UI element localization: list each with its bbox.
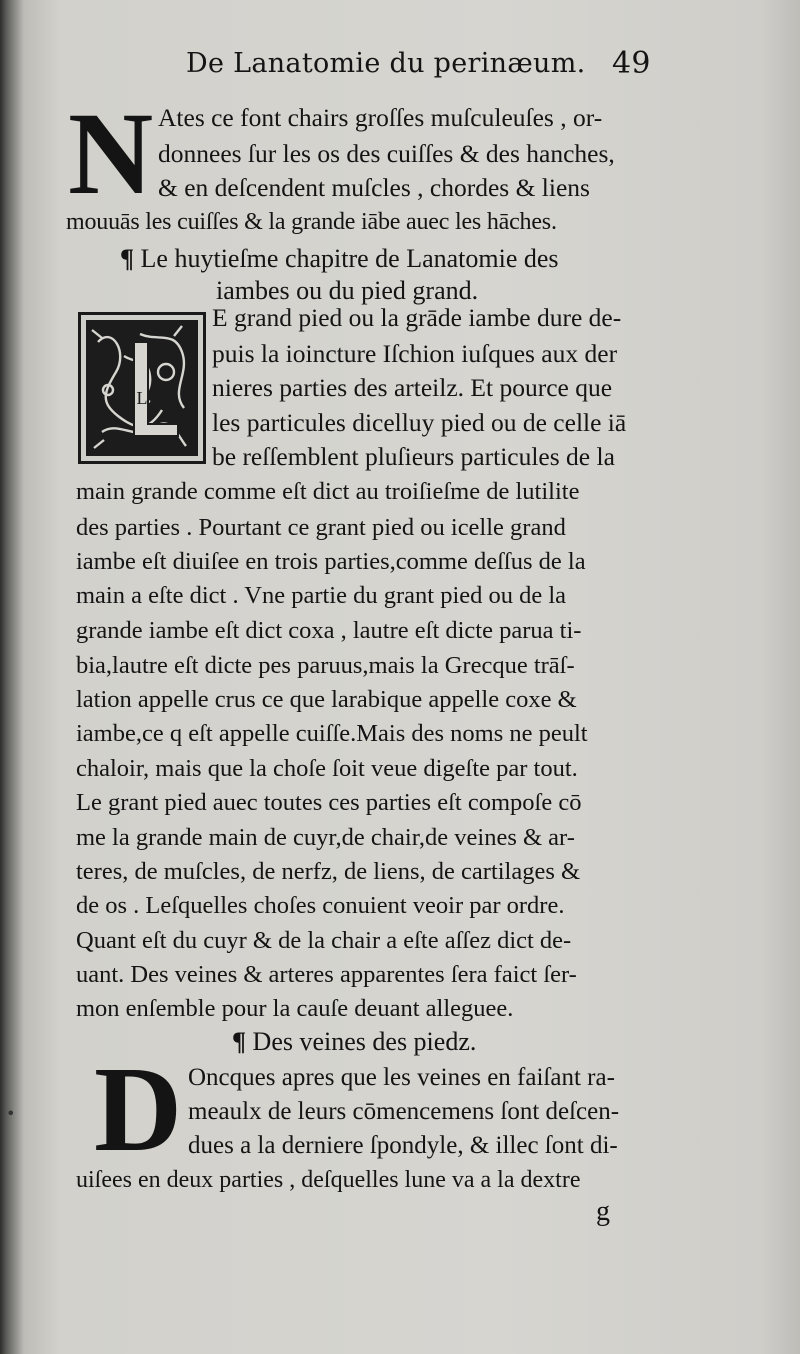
text-line: grande iambe eſt dict coxa , lautre eſt dicte parua ti- [76,617,582,644]
page-number: 49 [612,46,651,81]
text-line: be reſſemblent pluſieurs particules de la [212,442,615,471]
text-line: nieres parties des arteilz. Et pource que [212,373,613,402]
text-line: puis la ioincture Iſchion iuſques aux der [212,339,618,368]
chapter-heading-line: Le huytieſme chapitre de Lanatomie des [140,244,559,273]
text-line: Ates ce font chairs groſſes muſculeuſes , or- [158,103,603,132]
section-heading [232,1024,476,1060]
text-line: main a eſte dict . Vne partie du grant pied ou de la [76,582,567,609]
signature-mark: g [596,1196,610,1227]
chapter-heading [120,241,559,277]
text-line: Le grant pied auec toutes ces parties eſt compoſe cō [76,789,582,816]
pilcrow-mark: ¶ [232,1027,247,1056]
text-line: main grande comme eſt dict au troiſieſme de lutilite [76,478,580,505]
drop-cap-d: D [94,1042,183,1177]
ornament-letter: L [136,388,148,408]
text-line: teres, de muſcles, de nerfz, de liens, de cartilages & [76,858,581,885]
section-heading-text: Des veines des piedz. [252,1027,477,1056]
chapter-heading-line: iambes ou du pied grand. [216,276,479,305]
text-line: uiſees en deux parties , deſquelles lune va a la dextre [76,1167,581,1193]
text-line: les particules dicelluy pied ou de celle iā [212,408,627,437]
text-line: de os . Leſquelles choſes conuient veoir par ordre. [76,892,565,919]
text-line: Oncques apres que les veines en faiſant ra- [188,1064,615,1091]
text-line: chaloir, mais que la choſe ſoit veue digeſte par tout. [76,755,578,782]
text-line: meaulx de leurs cōmencemens ſont deſcen- [188,1098,620,1125]
text-line: des parties . Pourtant ce grant pied ou icelle grand [76,514,566,541]
text-line: Quant eſt du cuyr & de la chair a eſte aſſez dict de- [76,927,572,954]
running-title: De Lanatomie du perinæum. [186,48,586,79]
text-line: bia,lautre eſt dicte pes paruus,mais la Grecque trāſ- [76,652,575,679]
running-header [186,48,726,88]
ornamental-initial [78,312,206,464]
text-line: & en deſcendent muſcles , chordes & liens [158,173,590,202]
margin-dot: • [6,1104,16,1123]
text-line: iambe,ce q eſt appelle cuiſſe.Mais des noms ne peult [76,720,588,747]
text-line: me la grande main de cuyr,de chair,de veines & ar- [76,824,575,851]
text-line: lation appelle crus ce que larabique appelle coxe & [76,686,577,713]
text-line: dues a la derniere ſpondyle, & illec ſont di- [188,1132,618,1159]
text-line: iambe eſt diuiſee en trois parties,comme deſſus de la [76,548,586,575]
text-line: mon enſemble pour la cauſe deuant alleguee. [76,995,514,1022]
drop-cap-n: N [68,88,154,219]
text-line: uant. Des veines & arteres apparentes ſera faict ſer- [76,961,577,988]
pilcrow-mark: ¶ [120,244,135,273]
text-line: mouuās les cuiſſes & la grande iābe auec les hāches. [66,209,557,235]
text-line: E grand pied ou la grāde iambe dure de- [212,303,622,332]
text-line: donnees ſur les os des cuiſſes & des hanches, [158,139,615,168]
